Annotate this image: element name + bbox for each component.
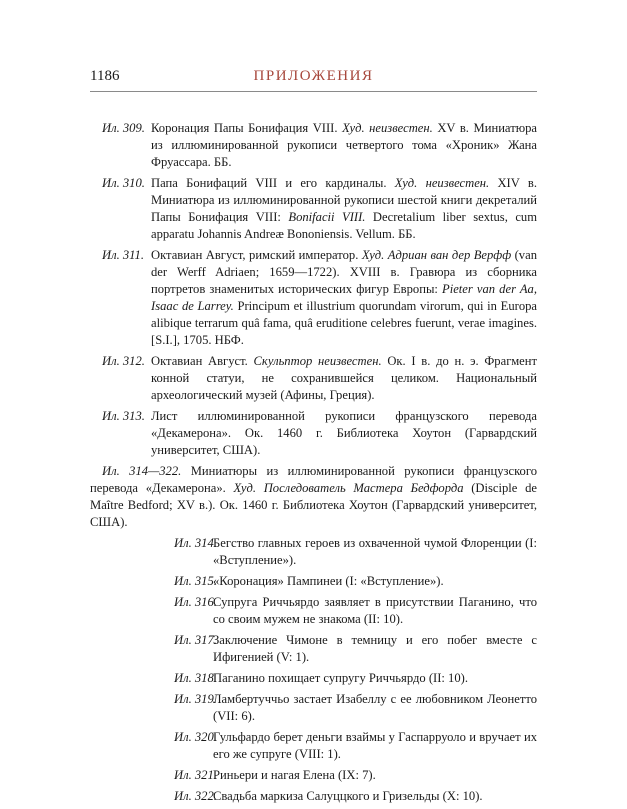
sub-entry-text: Супруга Риччьярдо заявляет в присутствии Паганино, что со своим мужем не знакома (II: 10). <box>213 595 537 626</box>
italic-run: Скульптор неизвестен. <box>253 354 382 368</box>
text-run: Миниатюры из иллюминированной рукописи французского перевода «Декамерона». <box>90 464 538 495</box>
italic-run: Pieter van der Aa, Isaac de Larrey. <box>151 282 537 313</box>
page-number: 1186 <box>90 68 120 84</box>
entry-text <box>151 121 537 169</box>
entry-310 <box>90 175 537 243</box>
entry-text <box>151 354 537 402</box>
text-run: Октавиан Август, римский император. <box>151 248 362 262</box>
text-run: Папа Бонифаций VIII и его кардиналы. <box>151 176 395 190</box>
text-run: Principum et illustrium quorundam virorum, qui in Europa alibique terrarum quâ fama, quâ eruditione celebres fuerunt, verae imagines. [S.I.], 1705. НБФ. <box>151 299 537 347</box>
entry-text <box>151 248 537 347</box>
entry-label: Ил. 311. <box>102 248 144 262</box>
sub-entry-text: Свадьба маркиза Салуццкого и Гризельды (X: 10). <box>213 789 483 803</box>
entry-309 <box>90 120 537 171</box>
sub-entry-text: Паганино похищает супругу Риччьярдо (II: 10). <box>213 671 468 685</box>
text-run: Ок. I в. до н. э. Фрагмент конной статуи, не сохранившейся целиком. Национальный археологический музей (Афины, Греция). <box>151 354 537 402</box>
italic-run: Худ. неизвестен. <box>342 121 433 135</box>
sub-entry-label: Ил. 316. <box>174 595 217 609</box>
illustration-list <box>90 120 537 809</box>
entry-label: Ил. 313. <box>102 409 145 423</box>
entries <box>90 120 537 531</box>
header-rule <box>90 91 537 92</box>
text-run: (Disciple de Maître Bedford; XV в.). Ок. 1460 г. Библиотека Хоутон (Гарвардский университет, США). <box>90 481 537 529</box>
running-title: ПРИЛОЖЕНИЯ <box>253 68 374 84</box>
sub-entry-text: «Коронация» Пампинеи (I: «Вступление»). <box>213 574 444 588</box>
sub-entry-label: Ил. 315. <box>174 574 217 588</box>
sub-entry-label: Ил. 319. <box>174 692 217 706</box>
entry-text <box>151 176 537 241</box>
sub-entry-322 <box>90 788 537 805</box>
italic-run: Худ. неизвестен. <box>394 176 490 190</box>
text-run: Коронация Папы Бонифация VIII. <box>151 121 343 135</box>
text-run: (van der Werff Adriaen; 1659—1722). XVIII в. Гравюра из сборника портретов знаменитых исторических фигур Европы: <box>151 248 537 296</box>
sub-entry-317 <box>90 632 537 666</box>
sub-entry-label: Ил. 314. <box>174 536 217 550</box>
entry-label: Ил. 312. <box>102 354 145 368</box>
italic-run: Худ. Последователь Мастера Бедфорда <box>233 481 464 495</box>
sub-entry-321 <box>90 767 537 784</box>
sub-entry-label: Ил. 321. <box>174 768 217 782</box>
entry-group-314-322 <box>90 463 537 531</box>
sub-entry-text: Бегство главных героев из охваченной чумой Флоренции (I: «Вступление»). <box>213 536 537 567</box>
entry-313 <box>90 408 537 459</box>
text-run: XIV в. Миниатюра из иллюминированной рукописи шестой книги декреталий Папы Бонифация VIII: <box>151 176 537 224</box>
sub-entry-text: Гульфардо берет деньги взаймы у Гаспарруоло и вручает их его же супруге (VIII: 1). <box>213 730 537 761</box>
entry-312 <box>90 353 537 404</box>
entry-label: Ил. 310. <box>102 176 145 190</box>
group-label: Ил. 314—322. <box>102 464 182 478</box>
italic-run: Худ. Адриан ван дер Верфф <box>361 248 512 262</box>
entry-311 <box>90 247 537 349</box>
text-run: XV в. Миниатюра из иллюминированной рукописи четвертого тома «Хроник» Жана Фруассара. ББ. <box>151 121 537 169</box>
text-run: Decretalium liber sextus, cum apparatu Johannis Andreæ Bononiensis. Vellum. ББ. <box>151 210 537 241</box>
sub-entry-314 <box>90 535 537 569</box>
text-run: Лист иллюминированной рукописи французского перевода «Декамерона». Ок. 1460 г. Библиотека Хоутон (Гарвардский университет, США). <box>151 409 537 457</box>
entry-text <box>151 409 537 457</box>
text-run: Октавиан Август. <box>151 354 254 368</box>
sub-entry-label: Ил. 322. <box>174 789 217 803</box>
sub-entry-318 <box>90 670 537 687</box>
sub-entry-315 <box>90 573 537 590</box>
sub-entry-label: Ил. 317. <box>174 633 217 647</box>
sub-entry-text: Ламбертуччьо застает Изабеллу с ее любовником Леонетто (VII: 6). <box>213 692 537 723</box>
sub-entry-319 <box>90 691 537 725</box>
sub-entry-320 <box>90 729 537 763</box>
sub-entry-label: Ил. 320. <box>174 730 217 744</box>
entry-label: Ил. 309. <box>102 121 145 135</box>
italic-run: Bonifacii VIII. <box>288 210 366 224</box>
sub-entry-text: Заключение Чимоне в темницу и его побег вместе с Ифигенией (V: 1). <box>213 633 537 664</box>
sub-entry-316 <box>90 594 537 628</box>
sub-entry-label: Ил. 318. <box>174 671 217 685</box>
page-header <box>90 68 537 90</box>
sub-entry-text: Риньери и нагая Елена (IX: 7). <box>213 768 376 782</box>
